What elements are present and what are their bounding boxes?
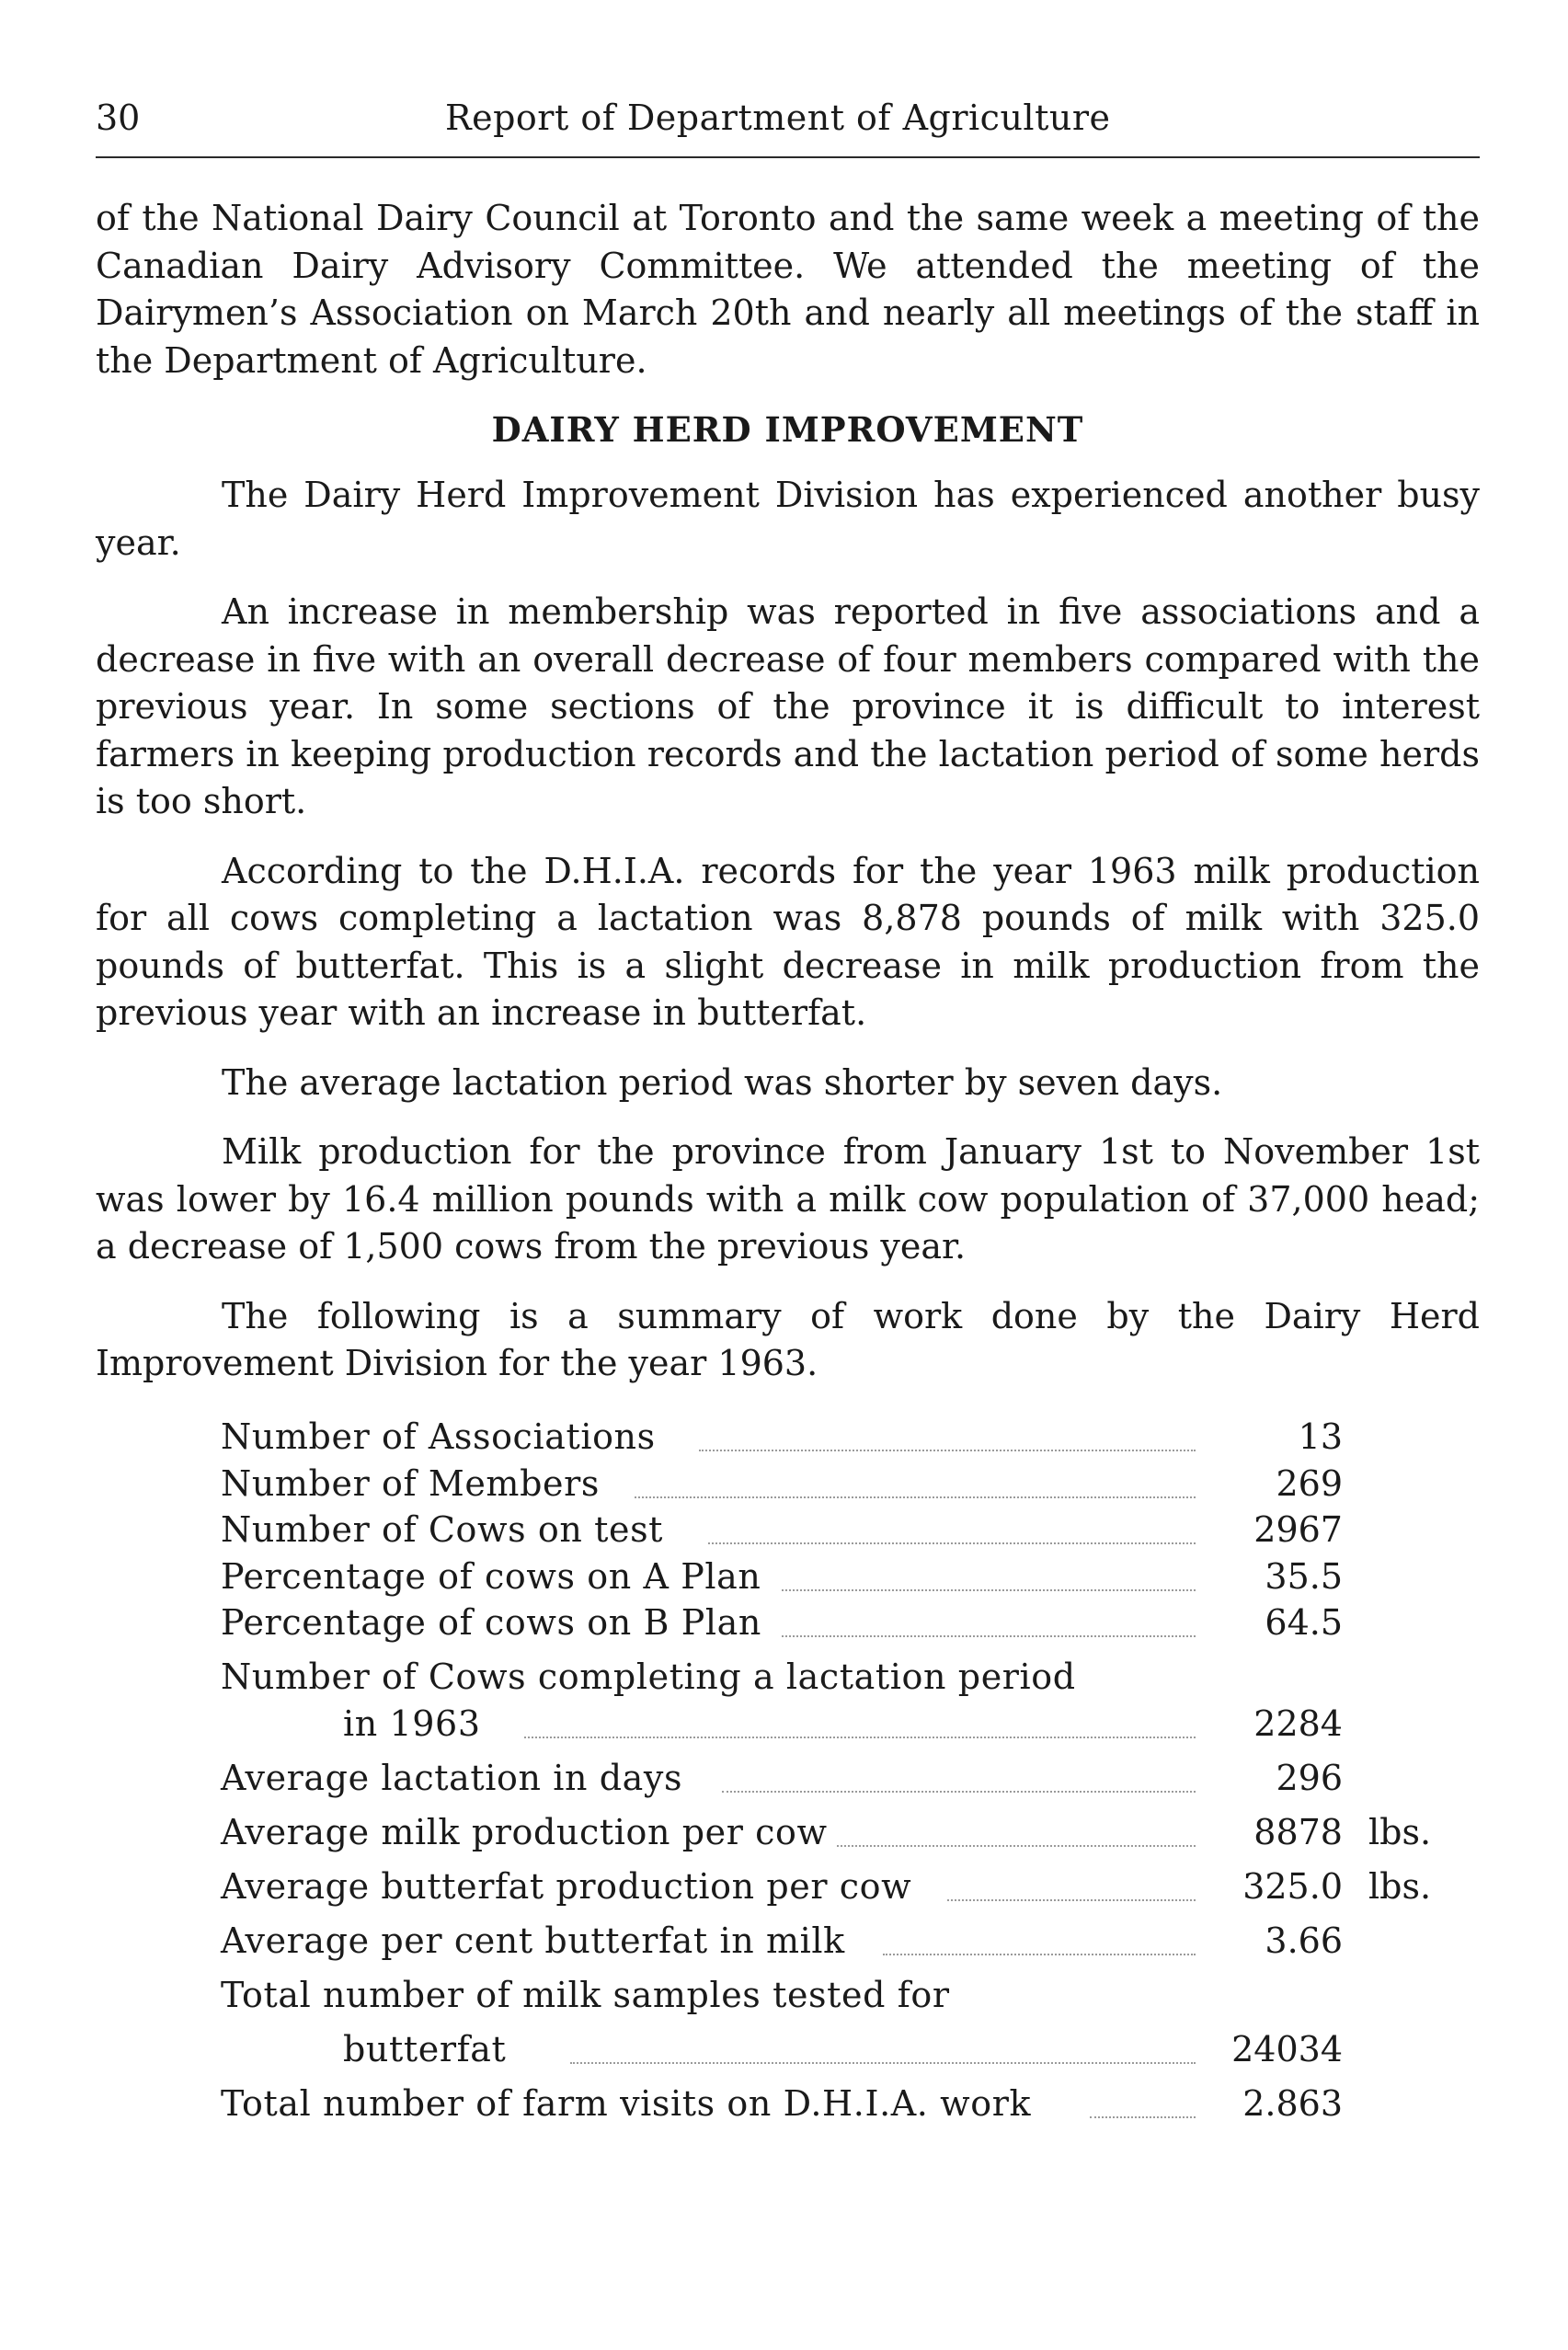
summary-label: Number of Associations — [221, 1416, 665, 1457]
paragraph-dhia-records: According to the D.H.I.A. records for the year 1963 milk production for all cows completing a lactation was 8,878 pounds of milk with 325.0 pounds of butterfat. This is a slight decrease in milk production from the previous year with an increase in butterfat. — [96, 850, 1480, 1033]
summary-row-avg-lactation — [221, 1758, 1481, 1812]
summary-value: 8878 — [1253, 1811, 1343, 1852]
summary-row-avg-milk — [221, 1812, 1481, 1866]
summary-label: Average per cent butterfat in milk — [221, 1920, 854, 1961]
summary-value: 35.5 — [1265, 1555, 1343, 1597]
summary-label: Average lactation in days — [221, 1758, 692, 1798]
summary-value: 296 — [1276, 1757, 1343, 1798]
summary-row-completing-line1 — [221, 1656, 1481, 1703]
dot-leader — [782, 1589, 1196, 1591]
paragraph-lactation-period: The average lactation period was shorter by seven days. — [222, 1061, 1223, 1103]
running-title: Report of Department of Agriculture — [445, 97, 1111, 138]
dot-leader — [524, 1737, 1196, 1738]
summary-table — [221, 1416, 1481, 2138]
dot-leader — [699, 1450, 1196, 1451]
summary-unit: lbs. — [1368, 1811, 1432, 1852]
summary-label: Number of Cows completing a lactation period — [221, 1656, 1085, 1697]
summary-label: Percentage of cows on B Plan — [221, 1602, 771, 1643]
summary-value: 2284 — [1253, 1702, 1343, 1744]
paragraph-milk-production: Milk production for the province from January 1st to November 1st was lower by 16.4 million pounds with a milk cow population of 37,000 head; a decrease of 1,500 cows from the previous year. — [96, 1131, 1480, 1267]
summary-row-pct-butterfat — [221, 1920, 1481, 1975]
body-text — [96, 195, 1480, 1410]
summary-value: 24034 — [1231, 2028, 1343, 2069]
summary-label: butterfat — [343, 2029, 515, 2069]
paragraph-summary-intro: The following is a summary of work done by the Dairy Herd Improvement Division for the year 1963. — [96, 1295, 1480, 1383]
summary-label: Total number of farm visits on D.H.I.A. work — [221, 2083, 1040, 2124]
summary-row-associations — [221, 1416, 1481, 1463]
paragraph-membership: An increase in membership was reported in five associations and a decrease in five with an overall decrease of four members compared with the previous year. In some sections of the province it is difficult to interest farmers in keeping production records and the lactation period of some herds is too short. — [96, 591, 1480, 821]
summary-label: in 1963 — [343, 1703, 490, 1744]
summary-row-completing-line2 — [221, 1703, 1481, 1758]
dot-leader — [837, 1845, 1196, 1847]
section-heading: DAIRY HERD IMPROVEMENT — [491, 409, 1084, 450]
summary-unit: lbs. — [1368, 1865, 1432, 1907]
summary-row-avg-butterfat — [221, 1866, 1481, 1920]
summary-value: 64.5 — [1265, 1602, 1343, 1643]
summary-row-samples-line2 — [221, 2029, 1481, 2083]
page-header — [96, 92, 1480, 158]
dot-leader — [708, 1542, 1196, 1544]
dot-leader — [635, 1496, 1196, 1498]
summary-row-samples-line1 — [221, 1975, 1481, 2029]
dot-leader — [570, 2062, 1196, 2064]
dot-leader — [722, 1791, 1196, 1793]
summary-value: 13 — [1298, 1416, 1343, 1457]
summary-label: Average milk production per cow — [221, 1812, 837, 1852]
summary-row-b-plan — [221, 1602, 1481, 1656]
summary-label: Average butterfat production per cow — [221, 1866, 921, 1907]
summary-label: Total number of milk samples tested for — [221, 1975, 959, 2015]
summary-value: 2967 — [1253, 1509, 1343, 1550]
page-number: 30 — [96, 97, 141, 138]
summary-label: Number of Members — [221, 1463, 609, 1504]
paragraph-continuation: of the National Dairy Council at Toronto and the same week a meeting of the Canadian Dairy Advisory Committee. We attended the meeting of the Dairymen’s Association on March 20th and nearly all meetings of the staff in the Department of Agriculture. — [96, 198, 1480, 381]
dot-leader — [883, 1954, 1196, 1955]
summary-value: 325.0 — [1242, 1865, 1343, 1907]
summary-row-members — [221, 1463, 1481, 1510]
summary-row-farm-visits — [221, 2083, 1481, 2138]
summary-label: Percentage of cows on A Plan — [221, 1556, 770, 1597]
dot-leader — [947, 1899, 1196, 1901]
dot-leader — [782, 1635, 1196, 1637]
summary-row-cows-on-test — [221, 1509, 1481, 1556]
summary-value: 2.863 — [1242, 2082, 1343, 2124]
paragraph-busy-year: The Dairy Herd Improvement Division has experienced another busy year. — [96, 475, 1480, 563]
summary-row-a-plan — [221, 1556, 1481, 1603]
summary-value: 3.66 — [1265, 1920, 1343, 1961]
summary-value: 269 — [1276, 1462, 1343, 1504]
summary-label: Number of Cows on test — [221, 1509, 672, 1550]
